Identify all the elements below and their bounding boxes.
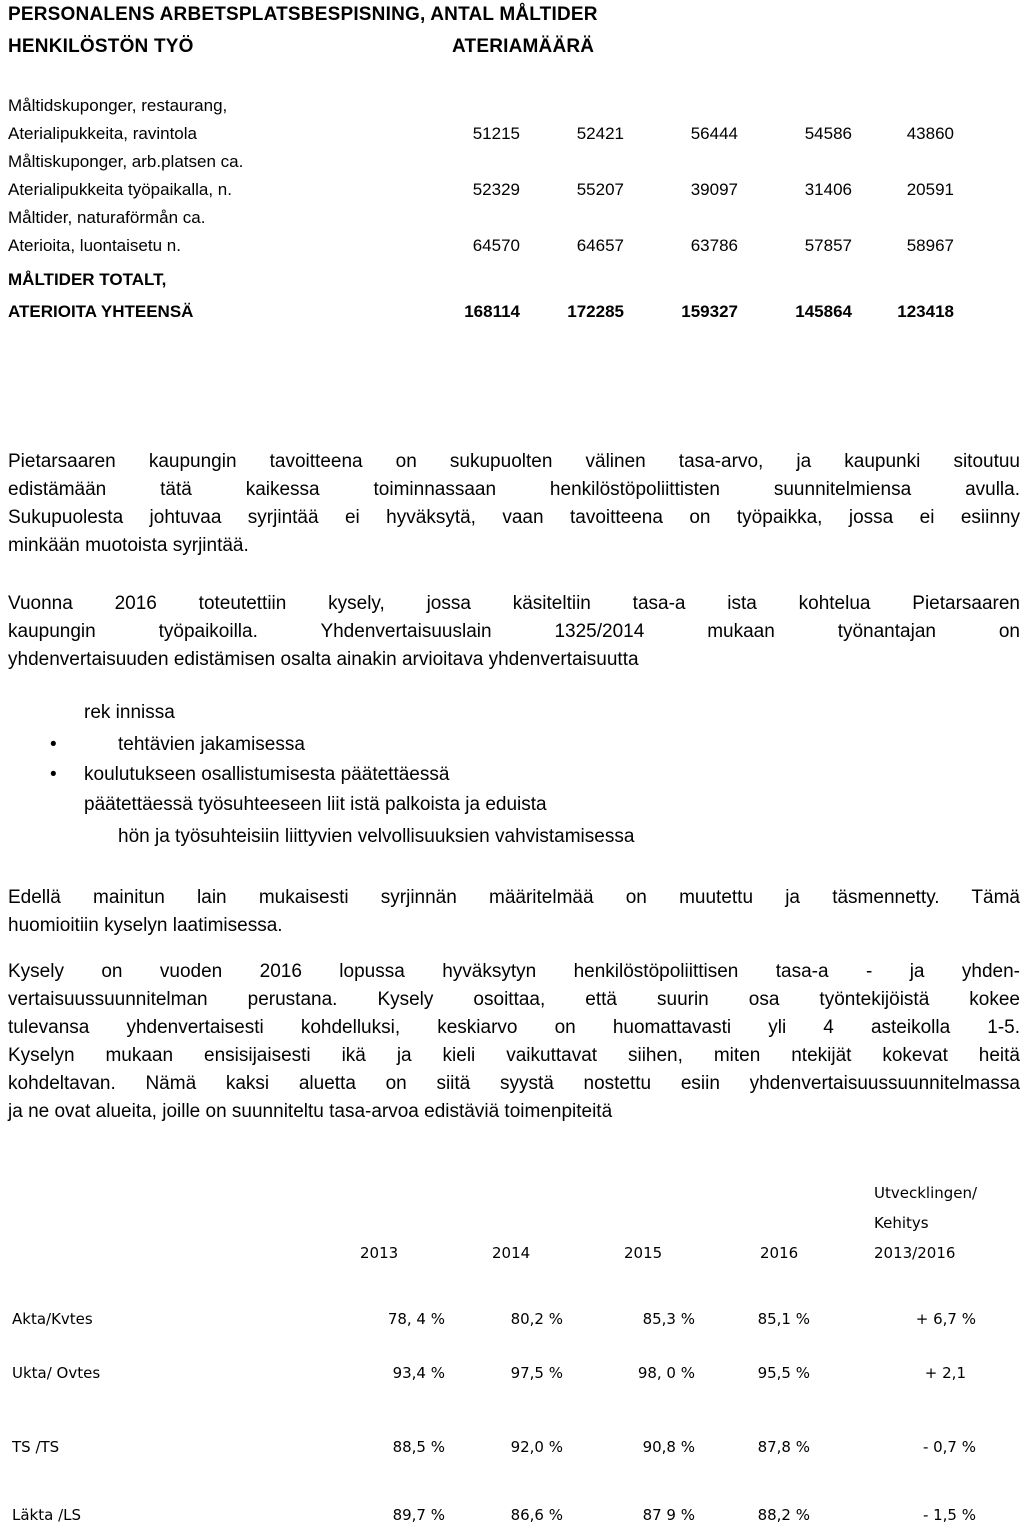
survey-value: 95,5 % [757,1364,810,1382]
meal-value: 52329 [472,180,520,199]
meal-value: 31406 [804,180,852,199]
paragraph-line: Kyselyn mukaan ensisijaisesti ikä ja kieli vaikuttavat siihen, miten ntekijät kokevat heitä [8,1045,1020,1066]
survey-year-header: 2014 [492,1244,531,1262]
paragraph-line: vertaisuussuunnitelman perustana. Kysely osoittaa, että suurin osa työntekijöistä kokee [8,989,1020,1010]
meal-row-label-sv: Måltidskuponger, restaurang, [8,96,228,115]
paragraph-law-definition [8,884,1020,940]
survey-value: - 0,7 % [922,1438,976,1456]
meal-total-value: 168114 [464,302,520,321]
survey-value: + 2,1 [924,1364,966,1382]
meal-total-label-fi: ATERIOITA YHTEENSÄ [8,302,194,321]
paragraph-line: ja ne ovat alueita, joille on suunniteltu tasa-arvoa edistäviä toimenpiteitä [8,1101,613,1122]
survey-value: 88,2 % [757,1506,810,1524]
meal-table-header-left: HENKILÖSTÖN TYÖ [8,36,194,57]
paragraph-line: huomioitiin kyselyn laatimisessa. [8,915,283,936]
bullet-dot-icon: • [50,734,57,755]
meal-value: 56444 [690,124,738,143]
survey-row-label: TS /TS [12,1438,60,1456]
bullet-item: rek innissa [84,702,175,723]
paragraph-line: tulevansa yhdenvertaisesti kohdelluksi, keskiarvo on huomattavasti yli 4 asteikolla 1-5. [8,1017,1020,1038]
survey-header-dev-2: Kehitys [874,1214,929,1232]
meal-total-value: 172285 [567,302,624,321]
survey-header-dev-1: Utvecklingen/ [874,1184,978,1202]
paragraph-line: yhdenvertaisuuden edistämisen osalta ainakin arvioitava yhdenvertaisuutta [8,649,639,670]
meal-table-header-right: ATERIAMÄÄRÄ [452,36,595,57]
paragraph-survey-results [8,958,1020,1126]
bullet-item: päätettäessä työsuhteeseen liit istä palkoista ja eduista [84,794,547,815]
meal-value: 64570 [472,236,520,255]
meal-value: 57857 [804,236,852,255]
survey-value: 87,8 % [757,1438,810,1456]
survey-value: 88,5 % [392,1438,445,1456]
meal-value: 51215 [472,124,520,143]
survey-value: 98, 0 % [637,1364,695,1382]
paragraph-survey-2016 [8,590,1020,674]
meal-value: 39097 [690,180,738,199]
survey-value: 80,2 % [510,1310,563,1328]
survey-value: 89,7 % [392,1506,445,1524]
paragraph-line: Sukupuolesta johtuvaa syrjintää ei hyväksytä, vaan tavoitteena on työpaikka, jossa ei esiinny [8,507,1020,528]
survey-row-label: Läkta /LS [12,1506,82,1524]
meal-total-value: 123418 [897,302,954,321]
meal-value: 55207 [576,180,624,199]
survey-year-header: 2015 [624,1244,663,1262]
survey-value: 90,8 % [642,1438,695,1456]
paragraph-line: Vuonna 2016 toteutettiin kysely, jossa käsiteltiin tasa-a ista kohtelua Pietarsaaren [8,593,1020,614]
survey-year-header: 2013 [360,1244,399,1262]
paragraph-line: edistämään tätä kaikessa toiminnassaan henkilöstöpoliittisten suunnitelmiensa avulla. [8,479,1020,500]
survey-value: 85,1 % [757,1310,810,1328]
survey-value: 86,6 % [510,1506,563,1524]
survey-value: 78, 4 % [387,1310,445,1328]
bullet-dot-icon: • [50,764,57,785]
paragraph-line: Kysely on vuoden 2016 lopussa hyväksytyn henkilöstöpoliittisen tasa-a - ja yhden- [8,961,1020,982]
meal-row-label-sv: Måltiskuponger, arb.platsen ca. [8,152,244,171]
survey-row-label: Ukta/ Ovtes [12,1364,101,1382]
meal-row-label-fi: Aterialipukkeita, ravintola [8,124,197,143]
paragraph-line: Edellä mainitun lain mukaisesti syrjinnän määritelmää on muutettu ja täsmennetty. Tämä [8,887,1020,908]
meal-value: 64657 [576,236,624,255]
survey-value: 85,3 % [642,1310,695,1328]
survey-value: 97,5 % [510,1364,563,1382]
meal-value: 43860 [906,124,954,143]
survey-value: - 1,5 % [922,1506,976,1524]
survey-year-header: 2013/2016 [874,1244,956,1262]
meal-value: 52421 [576,124,624,143]
survey-value: 93,4 % [392,1364,445,1382]
paragraph-equality-goal [8,448,1020,560]
survey-year-header: 2016 [760,1244,799,1262]
survey-row-label: Akta/Kvtes [12,1310,93,1328]
meal-total-value: 159327 [681,302,738,321]
bullet-item: hön ja työsuhteisiin liittyvien velvollisuuksien vahvistamisessa [118,826,635,847]
paragraph-line: minkään muotoista syrjintää. [8,535,249,556]
survey-value: 92,0 % [510,1438,563,1456]
paragraph-line: Pietarsaaren kaupungin tavoitteena on sukupuolten välinen tasa-arvo, ja kaupunki sitoutuu [8,451,1020,472]
bullet-item: koulutukseen osallistumisesta päätettäessä [84,764,450,785]
meal-value: 58967 [906,236,954,255]
meal-total-value: 145864 [795,302,852,321]
meal-total-label-sv: MÅLTIDER TOTALT, [8,270,167,289]
meal-row-label-sv: Måltider, naturaförmån ca. [8,208,206,227]
paragraph-line: kaupungin työpaikoilla. Yhdenvertaisuuslain 1325/2014 mukaan työnantajan on [8,621,1020,642]
meal-row-label-fi: Aterialipukkeita työpaikalla, n. [8,180,232,199]
meal-value: 63786 [690,236,738,255]
meal-value: 20591 [906,180,954,199]
survey-value: + 6,7 % [915,1310,976,1328]
survey-value: 87 9 % [642,1506,695,1524]
meal-row-label-fi: Aterioita, luontaisetu n. [8,236,181,255]
bullet-item: tehtävien jakamisessa [118,734,305,755]
meal-value: 54586 [804,124,852,143]
meal-table-title: PERSONALENS ARBETSPLATSBESPISNING, ANTAL MÅLTIDER [8,4,598,25]
paragraph-line: kohdeltavan. Nämä kaksi aluetta on siitä syystä nostettu esiin yhdenvertaisuussuunnitelmassa [8,1073,1020,1094]
